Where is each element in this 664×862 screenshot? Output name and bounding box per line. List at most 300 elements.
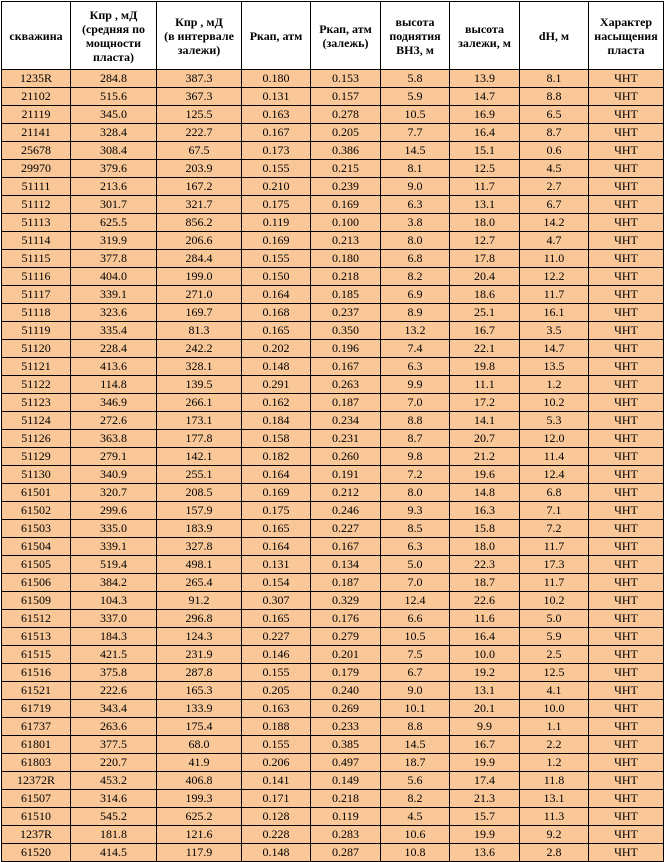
dh-cell: 10.2 [520, 592, 589, 610]
perm-interval-cell: 121.6 [157, 826, 242, 844]
perm-interval-cell: 856.2 [157, 214, 242, 232]
saturation-cell: ЧНТ [589, 466, 664, 484]
table-header [2, 2, 664, 70]
dh-cell: 11.0 [520, 250, 589, 268]
table-row [2, 502, 664, 520]
table-row [2, 430, 664, 448]
pcap-deposit-cell: 0.185 [311, 286, 381, 304]
rise-height-cell: 6.9 [381, 286, 450, 304]
rise-height-cell: 5.9 [381, 88, 450, 106]
table-row [2, 448, 664, 466]
pcap-deposit-cell: 0.497 [311, 754, 381, 772]
perm-interval-cell: 133.9 [157, 700, 242, 718]
well-cell: 51118 [2, 304, 71, 322]
pcap-deposit-cell: 0.234 [311, 412, 381, 430]
table-row [2, 70, 664, 88]
saturation-cell: ЧНТ [589, 286, 664, 304]
well-cell: 61520 [2, 844, 71, 862]
well-cell: 61510 [2, 808, 71, 826]
well-cell: 51129 [2, 448, 71, 466]
rise-height-cell: 12.4 [381, 592, 450, 610]
well-cell: 51130 [2, 466, 71, 484]
pcap-deposit-cell: 0.231 [311, 430, 381, 448]
table-row [2, 142, 664, 160]
deposit-height-cell: 15.1 [450, 142, 520, 160]
well-cell: 51114 [2, 232, 71, 250]
pcap-cell: 0.165 [242, 322, 311, 340]
deposit-height-cell: 16.7 [450, 736, 520, 754]
well-cell: 51119 [2, 322, 71, 340]
table-row [2, 106, 664, 124]
saturation-cell: ЧНТ [589, 412, 664, 430]
dh-cell: 11.3 [520, 808, 589, 826]
saturation-cell: ЧНТ [589, 538, 664, 556]
perm-interval-cell: 68.0 [157, 736, 242, 754]
deposit-height-cell: 13.9 [450, 70, 520, 88]
dh-cell: 5.0 [520, 610, 589, 628]
rise-height-cell: 9.3 [381, 502, 450, 520]
table-row [2, 592, 664, 610]
saturation-cell: ЧНТ [589, 268, 664, 286]
perm-interval-cell: 67.5 [157, 142, 242, 160]
pcap-deposit-cell: 0.187 [311, 394, 381, 412]
well-cell: 61513 [2, 628, 71, 646]
pcap-cell: 0.146 [242, 646, 311, 664]
pcap-deposit-cell: 0.385 [311, 736, 381, 754]
well-cell: 61502 [2, 502, 71, 520]
well-cell: 1237R [2, 826, 71, 844]
table-row [2, 844, 664, 862]
rise-height-cell: 10.1 [381, 700, 450, 718]
table-row [2, 736, 664, 754]
rise-height-cell: 4.5 [381, 808, 450, 826]
dh-cell: 12.5 [520, 664, 589, 682]
perm-avg-cell: 515.6 [71, 88, 157, 106]
dh-cell: 11.7 [520, 538, 589, 556]
deposit-height-cell: 14.7 [450, 88, 520, 106]
pcap-deposit-cell: 0.191 [311, 466, 381, 484]
perm-avg-cell: 363.8 [71, 430, 157, 448]
well-cell: 61719 [2, 700, 71, 718]
dh-cell: 2.7 [520, 178, 589, 196]
perm-interval-cell: 328.1 [157, 358, 242, 376]
well-cell: 51124 [2, 412, 71, 430]
dh-cell: 11.8 [520, 772, 589, 790]
saturation-cell: ЧНТ [589, 142, 664, 160]
rise-height-cell: 9.8 [381, 448, 450, 466]
perm-avg-cell: 404.0 [71, 268, 157, 286]
table-row [2, 574, 664, 592]
rise-height-cell: 8.0 [381, 484, 450, 502]
well-cell: 61801 [2, 736, 71, 754]
pcap-deposit-cell: 0.386 [311, 142, 381, 160]
pcap-cell: 0.148 [242, 358, 311, 376]
rise-height-cell: 10.8 [381, 844, 450, 862]
well-cell: 61803 [2, 754, 71, 772]
deposit-height-cell: 17.2 [450, 394, 520, 412]
header-perm-avg: Кпр , мД (средняя по мощности пласта) [71, 2, 157, 70]
perm-avg-cell: 384.2 [71, 574, 157, 592]
saturation-cell: ЧНТ [589, 214, 664, 232]
table-row [2, 790, 664, 808]
rise-height-cell: 7.2 [381, 466, 450, 484]
pcap-cell: 0.169 [242, 232, 311, 250]
pcap-cell: 0.291 [242, 376, 311, 394]
dh-cell: 3.5 [520, 322, 589, 340]
dh-cell: 16.1 [520, 304, 589, 322]
pcap-cell: 0.165 [242, 610, 311, 628]
rise-height-cell: 6.6 [381, 610, 450, 628]
pcap-cell: 0.128 [242, 808, 311, 826]
pcap-deposit-cell: 0.157 [311, 88, 381, 106]
saturation-cell: ЧНТ [589, 232, 664, 250]
dh-cell: 5.3 [520, 412, 589, 430]
perm-interval-cell: 242.2 [157, 340, 242, 358]
perm-interval-cell: 142.1 [157, 448, 242, 466]
pcap-deposit-cell: 0.215 [311, 160, 381, 178]
table-row [2, 466, 664, 484]
perm-avg-cell: 343.4 [71, 700, 157, 718]
saturation-cell: ЧНТ [589, 70, 664, 88]
saturation-cell: ЧНТ [589, 808, 664, 826]
table-row [2, 178, 664, 196]
deposit-height-cell: 11.7 [450, 178, 520, 196]
pcap-deposit-cell: 0.279 [311, 628, 381, 646]
saturation-cell: ЧНТ [589, 592, 664, 610]
dh-cell: 6.7 [520, 196, 589, 214]
deposit-height-cell: 14.1 [450, 412, 520, 430]
perm-interval-cell: 231.9 [157, 646, 242, 664]
table-row [2, 160, 664, 178]
perm-avg-cell: 263.6 [71, 718, 157, 736]
pcap-cell: 0.227 [242, 628, 311, 646]
rise-height-cell: 7.0 [381, 574, 450, 592]
saturation-cell: ЧНТ [589, 178, 664, 196]
rise-height-cell: 10.5 [381, 106, 450, 124]
perm-interval-cell: 117.9 [157, 844, 242, 862]
pcap-deposit-cell: 0.329 [311, 592, 381, 610]
perm-avg-cell: 379.6 [71, 160, 157, 178]
well-cell: 51123 [2, 394, 71, 412]
table-row [2, 412, 664, 430]
deposit-height-cell: 16.4 [450, 124, 520, 142]
pcap-cell: 0.163 [242, 106, 311, 124]
deposit-height-cell: 12.7 [450, 232, 520, 250]
deposit-height-cell: 21.3 [450, 790, 520, 808]
deposit-height-cell: 20.4 [450, 268, 520, 286]
dh-cell: 14.7 [520, 340, 589, 358]
pcap-cell: 0.155 [242, 736, 311, 754]
rise-height-cell: 10.5 [381, 628, 450, 646]
table-row [2, 628, 664, 646]
perm-interval-cell: 183.9 [157, 520, 242, 538]
dh-cell: 17.3 [520, 556, 589, 574]
pcap-deposit-cell: 0.169 [311, 196, 381, 214]
header-rise-height: высота поднятия ВНЗ, м [381, 2, 450, 70]
deposit-height-cell: 21.2 [450, 448, 520, 466]
dh-cell: 4.7 [520, 232, 589, 250]
perm-avg-cell: 314.6 [71, 790, 157, 808]
perm-avg-cell: 301.7 [71, 196, 157, 214]
table-row [2, 358, 664, 376]
saturation-cell: ЧНТ [589, 448, 664, 466]
pcap-cell: 0.167 [242, 124, 311, 142]
pcap-cell: 0.180 [242, 70, 311, 88]
deposit-height-cell: 19.8 [450, 358, 520, 376]
perm-interval-cell: 222.7 [157, 124, 242, 142]
perm-interval-cell: 327.8 [157, 538, 242, 556]
dh-cell: 12.0 [520, 430, 589, 448]
rise-height-cell: 6.3 [381, 538, 450, 556]
table-row [2, 268, 664, 286]
pcap-cell: 0.131 [242, 556, 311, 574]
dh-cell: 6.5 [520, 106, 589, 124]
deposit-height-cell: 17.8 [450, 250, 520, 268]
pcap-deposit-cell: 0.167 [311, 538, 381, 556]
rise-height-cell: 14.5 [381, 736, 450, 754]
dh-cell: 10.0 [520, 700, 589, 718]
well-cell: 61521 [2, 682, 71, 700]
dh-cell: 6.8 [520, 484, 589, 502]
rise-height-cell: 3.8 [381, 214, 450, 232]
well-cell: 1235R [2, 70, 71, 88]
perm-avg-cell: 377.8 [71, 250, 157, 268]
dh-cell: 9.2 [520, 826, 589, 844]
rise-height-cell: 9.0 [381, 178, 450, 196]
perm-avg-cell: 220.7 [71, 754, 157, 772]
deposit-height-cell: 18.0 [450, 214, 520, 232]
saturation-cell: ЧНТ [589, 394, 664, 412]
well-cell: 25678 [2, 142, 71, 160]
rise-height-cell: 6.3 [381, 196, 450, 214]
pcap-deposit-cell: 0.269 [311, 700, 381, 718]
dh-cell: 4.5 [520, 160, 589, 178]
dh-cell: 11.7 [520, 286, 589, 304]
rise-height-cell: 9.9 [381, 376, 450, 394]
deposit-height-cell: 19.9 [450, 754, 520, 772]
perm-avg-cell: 320.7 [71, 484, 157, 502]
well-cell: 21102 [2, 88, 71, 106]
perm-avg-cell: 284.8 [71, 70, 157, 88]
pcap-cell: 0.119 [242, 214, 311, 232]
well-cell: 51117 [2, 286, 71, 304]
header-row [2, 2, 664, 70]
saturation-cell: ЧНТ [589, 160, 664, 178]
table-row [2, 826, 664, 844]
pcap-deposit-cell: 0.237 [311, 304, 381, 322]
perm-avg-cell: 299.6 [71, 502, 157, 520]
perm-interval-cell: 265.4 [157, 574, 242, 592]
perm-avg-cell: 104.3 [71, 592, 157, 610]
header-dh: dH, м [520, 2, 589, 70]
pcap-cell: 0.155 [242, 250, 311, 268]
deposit-height-cell: 16.4 [450, 628, 520, 646]
header-pcap-deposit: Ркап, атм (залежь) [311, 2, 381, 70]
pcap-deposit-cell: 0.187 [311, 574, 381, 592]
deposit-height-cell: 18.6 [450, 286, 520, 304]
perm-avg-cell: 328.4 [71, 124, 157, 142]
deposit-height-cell: 16.3 [450, 502, 520, 520]
table-row [2, 808, 664, 826]
pcap-deposit-cell: 0.167 [311, 358, 381, 376]
pcap-cell: 0.131 [242, 88, 311, 106]
table-row [2, 322, 664, 340]
table-row [2, 250, 664, 268]
deposit-height-cell: 18.0 [450, 538, 520, 556]
saturation-cell: ЧНТ [589, 520, 664, 538]
perm-avg-cell: 213.6 [71, 178, 157, 196]
pcap-deposit-cell: 0.283 [311, 826, 381, 844]
dh-cell: 11.4 [520, 448, 589, 466]
deposit-height-cell: 13.1 [450, 682, 520, 700]
perm-avg-cell: 453.2 [71, 772, 157, 790]
header-perm-interval: Кпр , мД (в интервале залежи) [157, 2, 242, 70]
perm-interval-cell: 91.2 [157, 592, 242, 610]
well-cell: 61737 [2, 718, 71, 736]
header-deposit-height: высота залежи, м [450, 2, 520, 70]
pcap-deposit-cell: 0.218 [311, 268, 381, 286]
saturation-cell: ЧНТ [589, 826, 664, 844]
saturation-cell: ЧНТ [589, 502, 664, 520]
table-row [2, 484, 664, 502]
deposit-height-cell: 14.8 [450, 484, 520, 502]
pcap-deposit-cell: 0.263 [311, 376, 381, 394]
perm-interval-cell: 255.1 [157, 466, 242, 484]
perm-avg-cell: 340.9 [71, 466, 157, 484]
dh-cell: 4.1 [520, 682, 589, 700]
dh-cell: 11.7 [520, 574, 589, 592]
pcap-deposit-cell: 0.149 [311, 772, 381, 790]
dh-cell: 12.2 [520, 268, 589, 286]
perm-avg-cell: 519.4 [71, 556, 157, 574]
pcap-cell: 0.168 [242, 304, 311, 322]
table-row [2, 196, 664, 214]
pcap-cell: 0.148 [242, 844, 311, 862]
pcap-cell: 0.164 [242, 286, 311, 304]
deposit-height-cell: 20.7 [450, 430, 520, 448]
pcap-cell: 0.155 [242, 160, 311, 178]
saturation-cell: ЧНТ [589, 358, 664, 376]
table-row [2, 232, 664, 250]
table-row [2, 718, 664, 736]
perm-interval-cell: 169.7 [157, 304, 242, 322]
pcap-cell: 0.184 [242, 412, 311, 430]
saturation-cell: ЧНТ [589, 664, 664, 682]
deposit-height-cell: 9.9 [450, 718, 520, 736]
pcap-cell: 0.169 [242, 484, 311, 502]
pcap-cell: 0.202 [242, 340, 311, 358]
dh-cell: 2.8 [520, 844, 589, 862]
pcap-deposit-cell: 0.350 [311, 322, 381, 340]
saturation-cell: ЧНТ [589, 574, 664, 592]
saturation-cell: ЧНТ [589, 322, 664, 340]
pcap-cell: 0.188 [242, 718, 311, 736]
perm-interval-cell: 206.6 [157, 232, 242, 250]
well-cell: 51120 [2, 340, 71, 358]
saturation-cell: ЧНТ [589, 304, 664, 322]
deposit-height-cell: 13.1 [450, 196, 520, 214]
saturation-cell: ЧНТ [589, 772, 664, 790]
well-cell: 61507 [2, 790, 71, 808]
well-cell: 61504 [2, 538, 71, 556]
well-cell: 51116 [2, 268, 71, 286]
pcap-deposit-cell: 0.153 [311, 70, 381, 88]
pcap-cell: 0.206 [242, 754, 311, 772]
perm-avg-cell: 228.4 [71, 340, 157, 358]
well-cell: 61501 [2, 484, 71, 502]
perm-interval-cell: 271.0 [157, 286, 242, 304]
well-cell: 61515 [2, 646, 71, 664]
dh-cell: 10.2 [520, 394, 589, 412]
pcap-cell: 0.182 [242, 448, 311, 466]
dh-cell: 8.7 [520, 124, 589, 142]
perm-avg-cell: 346.9 [71, 394, 157, 412]
well-cell: 51121 [2, 358, 71, 376]
pcap-deposit-cell: 0.180 [311, 250, 381, 268]
perm-interval-cell: 208.5 [157, 484, 242, 502]
pcap-cell: 0.165 [242, 520, 311, 538]
perm-interval-cell: 41.9 [157, 754, 242, 772]
rise-height-cell: 14.5 [381, 142, 450, 160]
pcap-cell: 0.164 [242, 466, 311, 484]
perm-avg-cell: 222.6 [71, 682, 157, 700]
well-cell: 51126 [2, 430, 71, 448]
deposit-height-cell: 17.4 [450, 772, 520, 790]
perm-interval-cell: 387.3 [157, 70, 242, 88]
pcap-cell: 0.141 [242, 772, 311, 790]
pcap-cell: 0.228 [242, 826, 311, 844]
table-row [2, 700, 664, 718]
dh-cell: 5.9 [520, 628, 589, 646]
rise-height-cell: 9.0 [381, 682, 450, 700]
deposit-height-cell: 25.1 [450, 304, 520, 322]
table-row [2, 394, 664, 412]
well-cell: 61516 [2, 664, 71, 682]
pcap-deposit-cell: 0.278 [311, 106, 381, 124]
pcap-deposit-cell: 0.218 [311, 790, 381, 808]
pcap-deposit-cell: 0.212 [311, 484, 381, 502]
pcap-deposit-cell: 0.239 [311, 178, 381, 196]
rise-height-cell: 5.8 [381, 70, 450, 88]
perm-avg-cell: 545.2 [71, 808, 157, 826]
pcap-cell: 0.205 [242, 682, 311, 700]
rise-height-cell: 10.6 [381, 826, 450, 844]
pcap-deposit-cell: 0.227 [311, 520, 381, 538]
pcap-deposit-cell: 0.240 [311, 682, 381, 700]
pcap-deposit-cell: 0.213 [311, 232, 381, 250]
table-row [2, 556, 664, 574]
pcap-deposit-cell: 0.196 [311, 340, 381, 358]
deposit-height-cell: 19.2 [450, 664, 520, 682]
pcap-deposit-cell: 0.119 [311, 808, 381, 826]
perm-interval-cell: 367.3 [157, 88, 242, 106]
well-cell: 61505 [2, 556, 71, 574]
perm-interval-cell: 199.3 [157, 790, 242, 808]
table-row [2, 304, 664, 322]
deposit-height-cell: 13.6 [450, 844, 520, 862]
well-cell: 12372R [2, 772, 71, 790]
perm-interval-cell: 124.3 [157, 628, 242, 646]
pcap-deposit-cell: 0.176 [311, 610, 381, 628]
saturation-cell: ЧНТ [589, 610, 664, 628]
perm-avg-cell: 184.3 [71, 628, 157, 646]
well-cell: 51113 [2, 214, 71, 232]
perm-avg-cell: 335.0 [71, 520, 157, 538]
deposit-height-cell: 22.1 [450, 340, 520, 358]
rise-height-cell: 8.9 [381, 304, 450, 322]
pcap-cell: 0.307 [242, 592, 311, 610]
pcap-cell: 0.158 [242, 430, 311, 448]
